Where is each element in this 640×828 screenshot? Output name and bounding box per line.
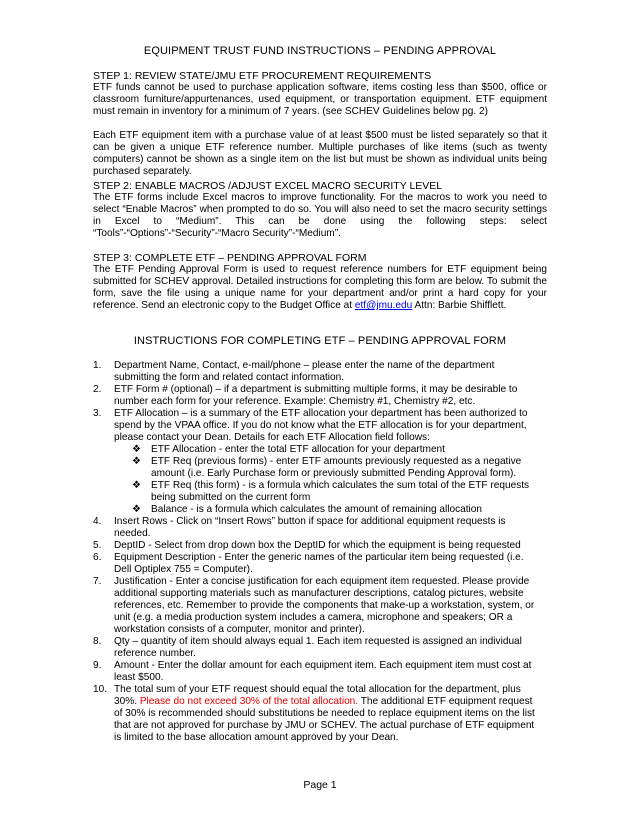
- diamond-bullet-icon: ❖: [132, 456, 141, 467]
- list-item-text: Justification - Enter a concise justification for each equipment item requested. Please provide additional supporting materials such as manufacturer descriptions, catalog pictures, website references, etc. Remember to provide the components that make-up a workstation, system, or unit (e.g. a media production system includes a camera, microphone and speakers; OR a workstation consists of a computer, monitor and printer).: [114, 576, 535, 635]
- list-item: [93, 360, 543, 384]
- step2-heading: STEP 2: ENABLE MACROS /ADJUST EXCEL MACRO SECURITY LEVEL: [93, 180, 443, 192]
- list-number: 6.: [93, 552, 102, 563]
- sub-list-item: [114, 456, 543, 480]
- list-item: [93, 576, 543, 636]
- list-item: [93, 660, 543, 684]
- sub-list-item: [114, 480, 543, 504]
- list-item-text: Amount - Enter the dollar amount for each equipment item. Each equipment item must cost at least $500.: [114, 660, 532, 683]
- list-number: 1.: [93, 360, 102, 371]
- list-item-text: Department Name, Contact, e-mail/phone – please enter the name of the department submitting the form and related contact information.: [114, 360, 495, 383]
- sub-list-item-text: Balance - is a formula which calculates the amount of remaining allocation: [151, 504, 483, 515]
- diamond-bullet-icon: ❖: [132, 504, 141, 515]
- diamond-bullet-icon: ❖: [132, 444, 141, 455]
- step1-heading: STEP 1: REVIEW STATE/JMU ETF PROCUREMENT REQUIREMENTS: [93, 70, 432, 82]
- allocation-warning: Please do not exceed 30% of the total allocation.: [139, 696, 359, 707]
- document-title: EQUIPMENT TRUST FUND INSTRUCTIONS – PENDING APPROVAL: [143, 45, 497, 57]
- sub-list-item-text: ETF Req (this form) - is a formula which calculates the sum total of the ETF requests being submitted on the current form: [151, 480, 530, 503]
- list-item: [93, 384, 543, 408]
- sub-list-item-text: ETF Allocation - enter the total ETF allocation for your department: [151, 444, 445, 455]
- list-item-text-continued: The additional ETF equipment request of 30% is recommended should substitutions be needed to replace equipment items on the list that are not approved for purchase by JMU or SCHEV. The actual purchase of ETF equipment is limited to the base allocation amount approved by your Dean.: [114, 696, 535, 743]
- list-item-text: ETF Form # (optional) – if a department is submitting multiple forms, it may be desirable to number each form for your reference. Example: Chemistry #1, Chemistry #2, etc.: [114, 384, 518, 407]
- step3-text: The ETF Pending Approval Form is used to request reference numbers for ETF equipment being submitted for SCHEV approval. Detailed instructions for completing this form are below. To submit the form, save the file using a unique name for your department and/or print a hard copy for your reference. Send an electronic copy to the Budget Office at: [93, 264, 547, 311]
- list-item: [93, 408, 543, 516]
- list-item-text: Insert Rows - Click on “Insert Rows” button if space for additional equipment requests is needed.: [114, 516, 506, 539]
- list-number: 5.: [93, 540, 102, 551]
- instructions-list: [93, 360, 543, 744]
- list-item: [93, 516, 543, 540]
- step2-paragraph: The ETF forms include Excel macros to improve functionality. For the macros to work you need to select “Enable Macros” when prompted to do so. You will also need to set the macro security settings in Excel to “Medium”. This can be done using the following steps: select “Tools”-“Options”-“Security”-“Macro Security”-“Medium”.: [93, 192, 547, 239]
- allocation-field-list: [114, 444, 543, 516]
- list-item: [93, 540, 543, 552]
- list-number: 10.: [93, 684, 108, 695]
- sub-list-item-text: ETF Req (previous forms) - enter ETF amounts previously requested as a negative amount (i.e. Early Purchase form or previously submitted Pending Approval form).: [151, 456, 522, 479]
- list-item-text: Equipment Description - Enter the generic names of the particular item being requested (i.e. Dell Optiplex 755 = Computer).: [114, 552, 524, 575]
- list-number: 8.: [93, 636, 102, 647]
- list-item: [93, 636, 543, 660]
- list-number: 9.: [93, 660, 102, 671]
- list-item-text: ETF Allocation – is a summary of the ETF allocation your department has been authorized to spend by the VPAA office. If you do not know what the ETF allocation is for your department, please contact your Dean. Details for each ETF Allocation field follows:: [114, 408, 528, 443]
- list-item: [93, 684, 543, 744]
- step3-heading: STEP 3: COMPLETE ETF – PENDING APPROVAL FORM: [93, 252, 367, 264]
- list-item-text: The total sum of your ETF request should equal the total allocation for the department, plus 30%.: [114, 684, 521, 707]
- step3-paragraph: [93, 264, 547, 312]
- list-item: [93, 552, 543, 576]
- sub-list-item: [114, 504, 543, 516]
- instructions-heading: INSTRUCTIONS FOR COMPLETING ETF – PENDING APPROVAL FORM: [133, 335, 507, 347]
- list-number: 4.: [93, 516, 102, 527]
- list-number: 2.: [93, 384, 102, 395]
- list-item-text: DeptID - Select from drop down box the DeptID for which the equipment is being requested: [114, 540, 521, 551]
- list-item-text: Qty – quantity of item should always equal 1. Each item requested is assigned an individual reference number.: [114, 636, 522, 659]
- sub-list-item: [114, 444, 543, 456]
- list-number: 3.: [93, 408, 102, 419]
- page-number: Page 1: [303, 779, 337, 791]
- list-number: 7.: [93, 576, 102, 587]
- budget-email-link[interactable]: etf@jmu.edu: [354, 300, 413, 311]
- step3-attn: Attn: Barbie Shifflett.: [412, 300, 507, 311]
- step1-paragraph-2: Each ETF equipment item with a purchase value of at least $500 must be listed separately so that it can be given a unique ETF reference number. Multiple purchases of like items (such as twenty computers) cannot be shown as a single item on the list but must be shown as individual units being purchased separately.: [93, 130, 547, 177]
- step1-paragraph-1: ETF funds cannot be used to purchase application software, items costing less than $500, office or classroom furniture/appurtenances, used equipment, or transportation equipment. ETF equipment must remain in inventory for a minimum of 7 years. (see SCHEV Guidelines below pg. 2): [93, 82, 547, 117]
- diamond-bullet-icon: ❖: [132, 480, 141, 491]
